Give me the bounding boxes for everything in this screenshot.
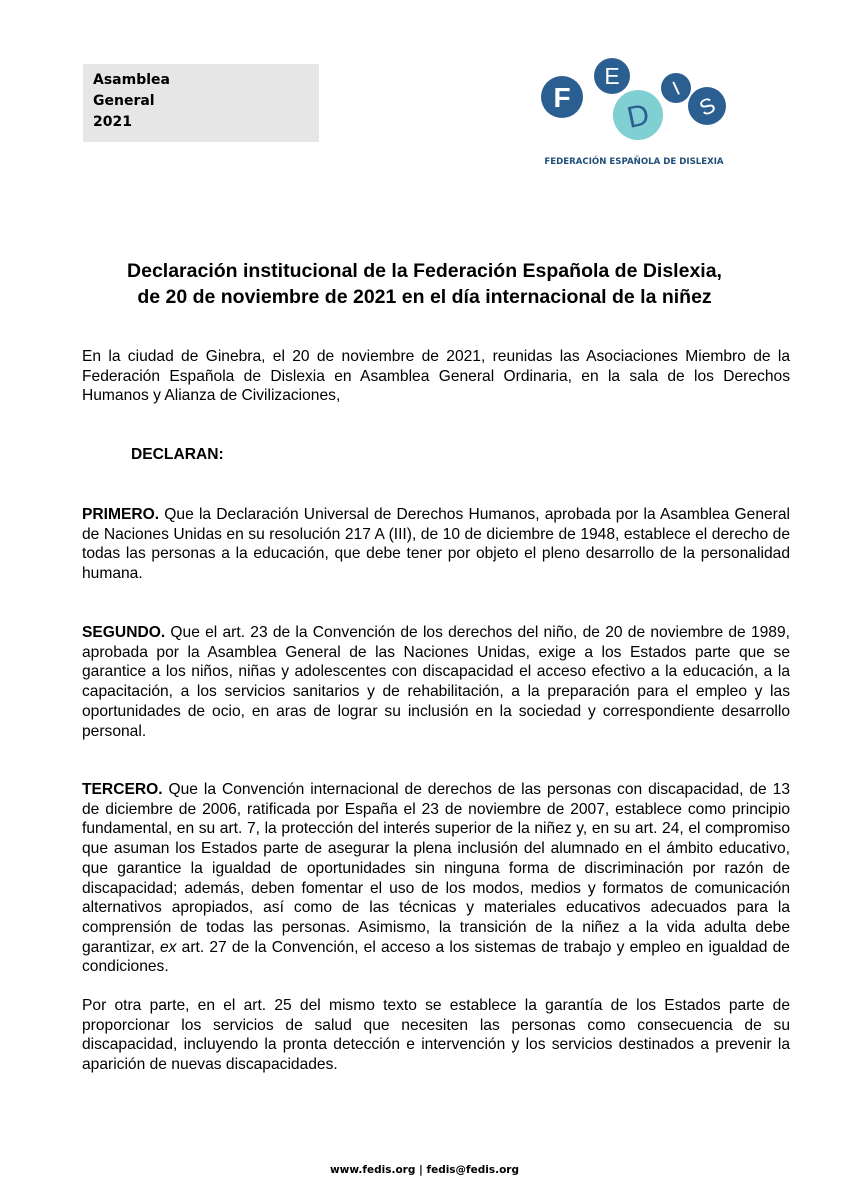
tercero-heading: TERCERO. (82, 781, 163, 798)
document-title (60, 258, 789, 310)
logo-letter-e: E (604, 63, 620, 89)
tag-line-1: Asamblea (93, 72, 170, 88)
tercero-text-ex: ex (160, 938, 177, 956)
tag-line-2: General (93, 93, 155, 109)
tercero-text-a: Que la Convención internacional de derechos de las personas con discapacidad, de 13 de diciembre de 2006, ratificada por España el 23 de noviembre de 2007, establece como principio fundamental, en su art. 7, la protección del interés superior de la niñez y, en su art. 24, el compromiso que asuman los Estados parte de asegurar la plena inclusión del alumnado en el ámbito educativo, que garantice la igualdad de oportunidades sin ninguna forma de discriminación por razón de discapacidad; además, deben fomentar el uso de los modos, medios y formatos de comunicación alternativos apropiados, así como de las técnicas y materiales educativos adecuados para la comprensión de todas las personas. Asimismo, la transición de la niñez a la vida adulta debe garantizar, (82, 781, 790, 956)
segundo-heading: SEGUNDO. (82, 624, 166, 641)
primero-paragraph (82, 505, 790, 584)
tercero-text-b: art. 27 de la Convención, el acceso a los sistemas de trabajo y empleo en igualdad de condiciones. (82, 938, 790, 976)
otra-parte-paragraph: Por otra parte, en el art. 25 del mismo texto se establece la garantía de los Estados parte de proporcionar los servicios de salud que necesiten las personas como consecuencia de su discapacidad, incluyendo la pronta detección e intervención y los servicios destinados a prevenir la aparición de nuevas discapacidades. (82, 997, 790, 1074)
tag-line-3: 2021 (93, 114, 132, 130)
tercero-paragraph (82, 780, 790, 977)
segundo-paragraph (82, 623, 790, 741)
primero-heading: PRIMERO. (82, 506, 160, 523)
logo-letter-i: I (669, 77, 684, 101)
title-line-1: Declaración institucional de la Federación Española de Dislexia, (127, 260, 722, 282)
logo-letter-d: D (624, 98, 653, 135)
segundo-text: Que el art. 23 de la Convención de los derechos del niño, de 20 de noviembre de 1989, aprobada por la Asamblea General de las Naciones Unidas, exige a los Estados parte que se garantice a los niños, niñas y adolescentes con discapacidad el acceso efectivo a la educación, a la capacitación, a los servicios sanitarios y de rehabilitación, a la preparación para el empleo y las oportunidades de ocio, en aras de lograr su inclusión en la sociedad y correspondiente desarrollo personal. (82, 624, 790, 740)
logo-letter-f: F (553, 82, 571, 113)
fedis-logo (536, 55, 736, 170)
logo-caption: FEDERACIÓN ESPAÑOLA DE DISLEXIA (544, 157, 724, 167)
logo-letter-s: S (695, 92, 720, 121)
primero-text: Que la Declaración Universal de Derechos Humanos, aprobada por la Asamblea General de Naciones Unidas en su resolución 217 A (III), de 10 de diciembre de 1948, establece el derecho de todas las personas a la educación, que debe tener por objeto el pleno desarrollo de la personalidad humana. (82, 506, 790, 583)
footer-contact: www.fedis.org | fedis@fedis.org (329, 1164, 520, 1176)
title-line-2: de 20 de noviembre de 2021 en el día internacional de la niñez (137, 286, 712, 308)
declaran-heading: DECLARAN: (131, 446, 224, 463)
intro-paragraph: En la ciudad de Ginebra, el 20 de noviembre de 2021, reunidas las Asociaciones Miembro de la Federación Española de Dislexia en Asamblea General Ordinaria, en la sala de los Derechos Humanos y Alianza de Civilizaciones, (82, 348, 790, 405)
assembly-tag (83, 64, 319, 142)
